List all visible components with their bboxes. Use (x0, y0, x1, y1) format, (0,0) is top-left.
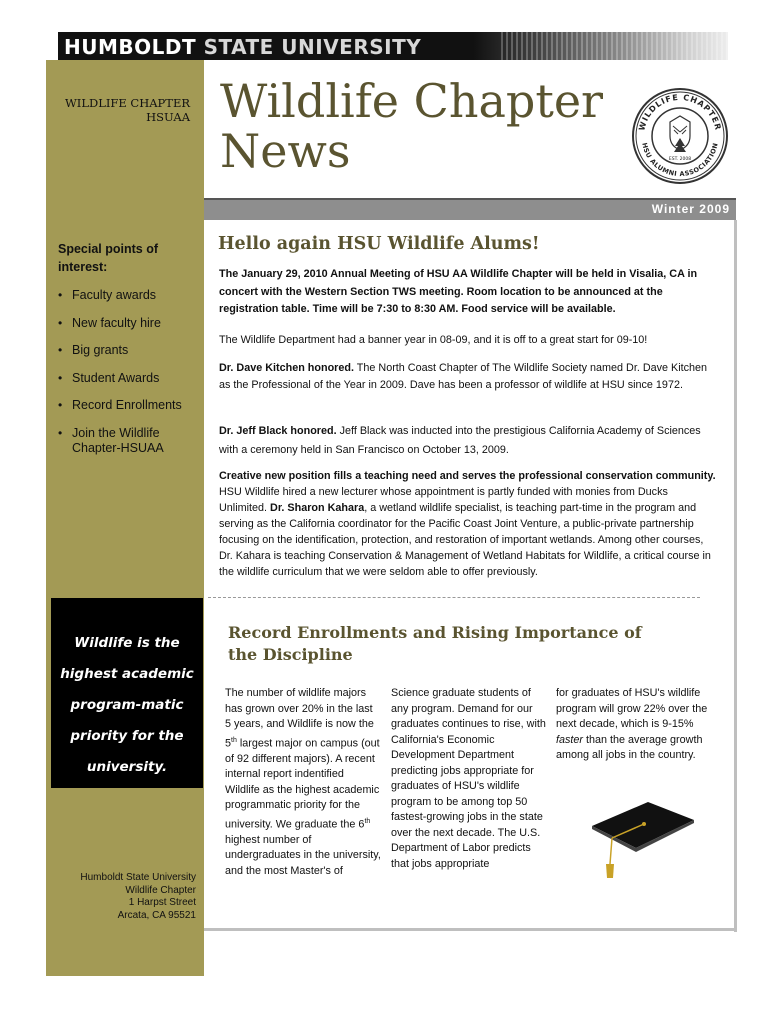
graduation-cap-icon (586, 786, 696, 886)
new-position-text-b: , a wetland wildlife specialist, is teaching part-time in the program and serving as the California coordinator for the Pacific Coast Joint Venture, a public-private partnership focusing on the identification, protection, and restoration of important wetlands. Among other courses, Dr. Kahara is teaching Conservation & Management of Wetland Habitats for Wildlife, a critical course in the wildlife curriculum that we were seldom able to offer previously. (219, 502, 711, 578)
list-item: • Student Awards (58, 371, 198, 386)
article2-heading: Record Enrollments and Rising Importance of the Discipline (228, 623, 642, 664)
sidebar-chapter-line1: WILDLIFE CHAPTER (64, 96, 190, 110)
article2-column2 (391, 686, 547, 872)
list-item: • New faculty hire (58, 316, 198, 331)
chapter-seal-icon (630, 86, 730, 186)
article1-para4 (219, 422, 717, 460)
seal-text-top: WILDLIFE CHAPTER (637, 92, 723, 132)
university-name-bold: HUMBOLDT (64, 35, 197, 59)
col1-text-b: largest major on campus (out of 92 different majors). A recent internal report indentified Wildlife as the highest academic programmatic priority for the university. We graduate the 6 (225, 737, 380, 831)
article1-para2: The Wildlife Department had a banner year in 08-09, and it is off to a great start for 09-10! (219, 334, 648, 346)
col3-emphasis: faster (556, 733, 584, 746)
article2-column1 (225, 686, 381, 879)
article1-heading: Hello again HSU Wildlife Alums! (218, 234, 540, 254)
col3-text-b: than the average growth among all jobs in the country. (556, 733, 703, 761)
title-line2: News (220, 124, 351, 178)
black-honor-text: Jeff Black was inducted into the prestigious California Academy of Sciences with a ceremony held in San Francisco on October 13, 2009. (219, 425, 701, 456)
list-item: • Record Enrollments (58, 398, 198, 413)
newsletter-title (220, 76, 640, 176)
kitchen-honor-text: The North Coast Chapter of The Wildlife Society named Dr. Dave Kitchen as the Professional of the Year in 2009. Dave has been a professor of wildlife at HSU since 1972. (219, 362, 708, 391)
article1-para5 (219, 468, 717, 580)
col1-text-a: The number of wildlife majors has grown over 20% in the last 5 years, and Wildlife is now the 5 (225, 687, 374, 750)
special-points-heading: Special points of interest: (58, 242, 159, 274)
col1-text-c: highest number of undergraduates in the university, and the most Master's of (225, 833, 381, 877)
sidebar-chapter-label (58, 96, 190, 124)
banner-stripes (498, 32, 728, 60)
list-item: • Big grants (58, 343, 198, 358)
article1-para1: The January 29, 2010 Annual Meeting of HSU AA Wildlife Chapter will be held in Visalia, CA in concert with the Western Section TWS meeting. Room location to be announced at the registration table. Time will be 7:30 to 8:30 AM. Food service will be available. (219, 268, 698, 315)
issue-bar (204, 198, 736, 220)
pull-quote (51, 598, 203, 788)
issue-season: Winter 2009 (651, 202, 730, 216)
article-divider (208, 597, 700, 598)
address-line: Wildlife Chapter (125, 884, 196, 896)
seal-est: EST. 2008 (668, 157, 692, 162)
list-item: • Faculty awards (58, 288, 198, 303)
title-line1: Wildlife Chapter (220, 74, 604, 128)
article2-column3 (556, 686, 716, 764)
kitchen-honor-lead: Dr. Dave Kitchen honored. (219, 362, 354, 374)
sidebar-chapter-line2: HSUAA (146, 110, 190, 124)
university-name-rest: STATE UNIVERSITY (203, 35, 422, 59)
kahara-name: Dr. Sharon Kahara (270, 502, 365, 514)
new-position-text-a: HSU Wildlife hired a new lecturer whose appointment is partly funded with monies from Ducks Unlimited. (219, 486, 668, 514)
col1-sup2: th (364, 817, 371, 825)
new-position-lead: Creative new position fills a teaching need and serves the professional conservation community. (219, 470, 716, 482)
address-line: Humboldt State University (80, 872, 196, 883)
address-line: 1 Harpst Street (128, 897, 196, 908)
address-line: Arcata, CA 95521 (117, 909, 196, 921)
article1-para3 (219, 360, 717, 394)
university-name (64, 35, 421, 59)
special-points-list (58, 288, 198, 468)
col1-sup1: th (231, 736, 237, 744)
pull-quote-text: Wildlife is the highest academic program-matic priority for the university. (60, 635, 194, 775)
seal-text-bottom: HSU ALUMNI ASSOCIATION (640, 141, 720, 179)
list-item: • Join the Wildlife Chapter-HSUAA (58, 426, 166, 456)
col3-text-a: for graduates of HSU's wildlife program will grow 22% over the next decade, which is 9-15% (556, 687, 708, 730)
left-sidebar (46, 60, 204, 976)
black-honor-lead: Dr. Jeff Black honored. (219, 425, 337, 437)
university-banner (58, 32, 728, 60)
bottom-border (204, 928, 737, 931)
col2-text: Science graduate students of any program. Demand for our graduates continues to rise, with California's Economic Development Department predicting jobs appropriate for graduates of HSU's wildlife program to be among top 50 fastest-growing jobs in the state over the next decade. The U.S. Department of Labor predicts that jobs appropriate (391, 687, 546, 870)
right-border (734, 220, 737, 932)
mailing-address (58, 872, 196, 922)
